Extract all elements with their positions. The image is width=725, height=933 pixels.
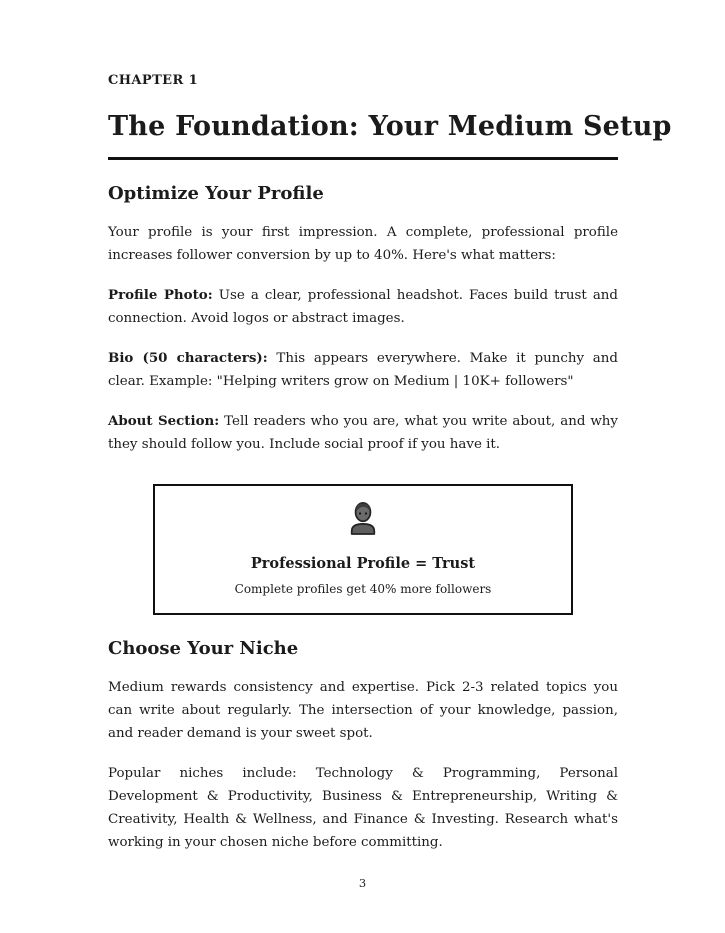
paragraph-niche-2: Popular niches include: Technology & Programming, Personal Development & Productivity, Business & Entrepreneurship, Writing & Creativity, Health & Wellness, and Finance & Investing. Research what's working in your chosen niche before committing.: [108, 766, 618, 850]
paragraph-lead-profile-photo: Profile Photo:: [108, 287, 213, 303]
page-number: 3: [358, 876, 367, 890]
title-divider: [108, 157, 618, 160]
callout-title: Professional Profile = Trust: [250, 555, 476, 572]
paragraph-about-section: [108, 410, 618, 456]
callout-subtitle: Complete profiles get 40% more followers: [234, 582, 492, 596]
paragraph-niche-1: Medium rewards consistency and expertise. Pick 2-3 related topics you can write about regularly. The intersection of your knowledge, passion, and reader demand is your sweet spot.: [108, 680, 618, 741]
paragraph-bio: [108, 347, 618, 393]
paragraph-profile-intro: Your profile is your first impression. A complete, professional profile increases follower conversion by up to 40%. Here's what matters:: [108, 225, 618, 263]
paragraph-text-bio: This appears everywhere. Make it punchy and clear. Example: "Helping writers grow on Medium | 10K+ followers": [108, 351, 618, 389]
paragraph-text-about-section: Tell readers who you are, what you write about, and why they should follow you. Include social proof if you have it.: [108, 414, 619, 452]
chapter-label: CHAPTER 1: [108, 73, 199, 88]
callout-box: [153, 484, 573, 615]
paragraph-profile-photo: [108, 284, 618, 330]
person-icon: [344, 499, 382, 537]
section-heading-optimize-profile: Optimize Your Profile: [108, 183, 324, 204]
paragraph-text-profile-photo: Use a clear, professional headshot. Faces build trust and connection. Avoid logos or abstract images.: [108, 288, 619, 326]
page-title: The Foundation: Your Medium Setup: [108, 111, 672, 142]
paragraph-lead-about-section: About Section:: [108, 413, 220, 429]
paragraph-lead-bio: Bio (50 characters):: [108, 350, 268, 366]
section-heading-choose-niche: Choose Your Niche: [108, 638, 299, 659]
